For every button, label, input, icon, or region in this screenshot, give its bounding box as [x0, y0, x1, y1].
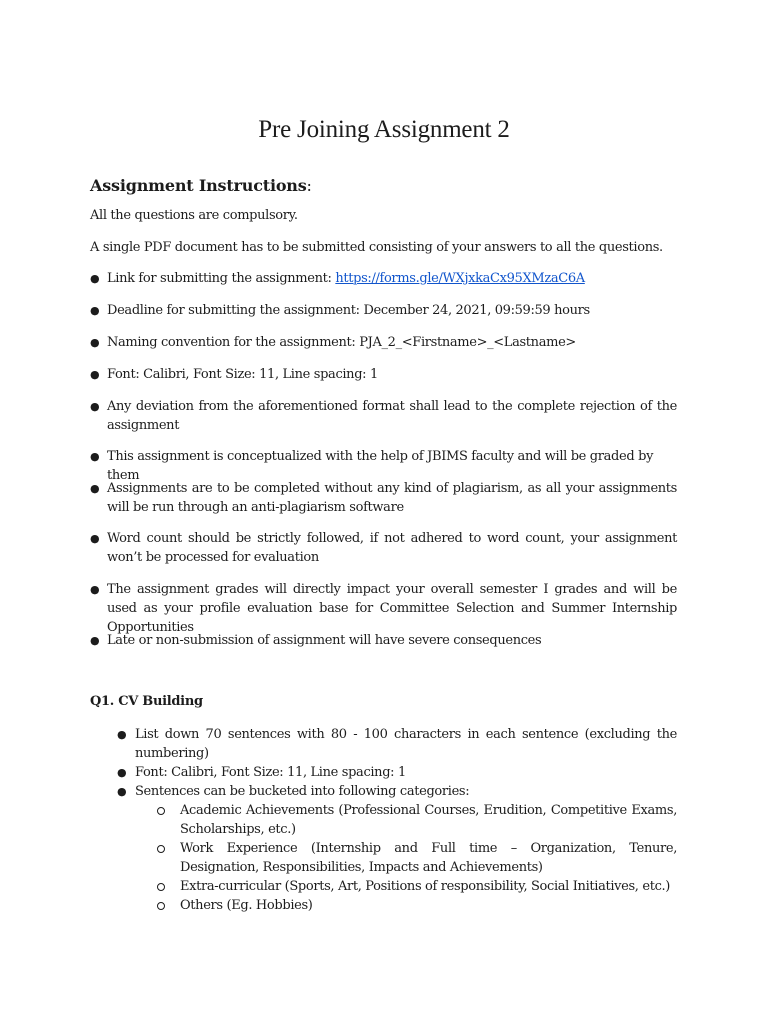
- list-item: [90, 631, 680, 650]
- category-item-text: Others (Eg. Hobbies): [180, 898, 313, 913]
- list-item-text: Deadline for submitting the assignment: December 24, 2021, 09:59:59 hours: [107, 303, 590, 318]
- list-item: [90, 479, 680, 517]
- instructions-heading: [90, 176, 312, 195]
- list-item: [90, 301, 680, 320]
- bullet-dot: ●: [90, 634, 100, 647]
- list-item: [90, 333, 680, 352]
- bullet-dot: ●: [90, 482, 100, 495]
- q1-list-item-text: List down 70 sentences with 80 - 100 characters in each sentence (excluding the numbering): [135, 727, 677, 761]
- submission-link-label: Link for submitting the assignment:: [107, 271, 336, 286]
- list-item-text: Naming convention for the assignment: PJA_2_<Firstname>_<Lastname>: [107, 335, 576, 350]
- q1-heading: Q1. CV Building: [90, 694, 203, 709]
- bullet-dot: ●: [90, 368, 100, 381]
- category-item-text: Work Experience (Internship and Full time – Organization, Tenure, Designation, Responsibilities, Impacts and Achievements): [180, 841, 677, 875]
- list-item-text: Assignments are to be completed without any kind of plagiarism, as all your assignments will be run through an anti-plagiarism software: [107, 481, 677, 515]
- list-item: [90, 580, 680, 637]
- instructions-heading-colon: :: [306, 176, 312, 195]
- bullet-dot: ●: [90, 583, 100, 596]
- hollow-bullet-icon: [157, 807, 165, 815]
- instructions-heading-text: Assignment Instructions: [90, 176, 307, 195]
- list-item: [90, 397, 680, 435]
- intro-line-1: All the questions are compulsory.: [90, 208, 298, 223]
- hollow-bullet-icon: [157, 883, 165, 891]
- list-item-text: Word count should be strictly followed, if not adhered to word count, your assignment won’t be processed for evaluation: [107, 531, 677, 565]
- category-item: [157, 877, 677, 896]
- list-item: [90, 529, 680, 567]
- q1-list-item: [117, 763, 677, 782]
- list-item-text: The assignment grades will directly impact your overall semester I grades and will be used as your profile evaluation base for Committee Selection and Summer Internship Opportunities: [107, 582, 677, 635]
- intro-line-2: A single PDF document has to be submitted consisting of your answers to all the questions.: [90, 240, 663, 255]
- bullet-dot: ●: [117, 766, 127, 779]
- list-item-text: Any deviation from the aforementioned format shall lead to the complete rejection of the assignment: [107, 399, 677, 433]
- bullet-dot: ●: [90, 400, 100, 413]
- bullet-dot: ●: [90, 450, 100, 463]
- hollow-bullet-icon: [157, 902, 165, 910]
- list-item: [90, 365, 680, 384]
- bullet-dot: ●: [117, 728, 127, 741]
- bullet-dot: ●: [90, 336, 100, 349]
- hollow-bullet-icon: [157, 845, 165, 853]
- category-item-text: Academic Achievements (Professional Courses, Erudition, Competitive Exams, Scholarships, etc.): [180, 803, 677, 837]
- bullet-dot: ●: [90, 272, 100, 285]
- category-item: [157, 839, 677, 877]
- q1-list-item-text: Sentences can be bucketed into following categories:: [135, 784, 470, 799]
- list-item: [90, 269, 680, 288]
- bullet-dot: ●: [117, 785, 127, 798]
- category-item: [157, 801, 677, 839]
- list-item-text: This assignment is conceptualized with the help of JBIMS faculty and will be graded by them: [107, 449, 654, 483]
- category-item-text: Extra-curricular (Sports, Art, Positions of responsibility, Social Initiatives, etc.): [180, 879, 671, 894]
- category-item: [157, 896, 677, 915]
- bullet-dot: ●: [90, 304, 100, 317]
- list-item-text: Late or non-submission of assignment will have severe consequences: [107, 633, 542, 648]
- q1-list-item-text: Font: Calibri, Font Size: 11, Line spacing: 1: [135, 765, 406, 780]
- q1-list-item: [117, 782, 677, 801]
- list-item-text: Font: Calibri, Font Size: 11, Line spacing: 1: [107, 367, 378, 382]
- q1-list-item: [117, 725, 677, 763]
- bullet-dot: ●: [90, 532, 100, 545]
- submission-form-link[interactable]: https://forms.gle/WXjxkaCx95XMzaC6A: [335, 271, 585, 286]
- page-title: Pre Joining Assignment 2: [258, 116, 510, 143]
